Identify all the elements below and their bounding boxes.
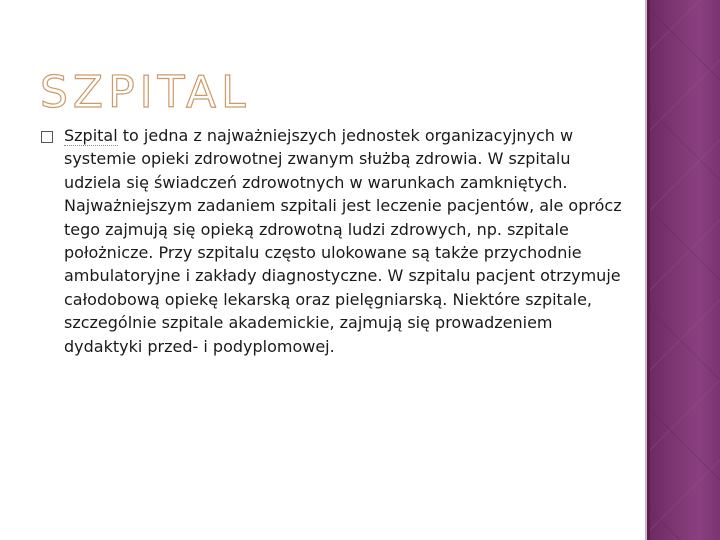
slide-title: SZPITAL [40, 67, 251, 118]
square-bullet-icon [41, 131, 53, 143]
bullet-paragraph [64, 124, 630, 358]
bullet-item [40, 124, 630, 358]
bullet-lead-term: Szpital [64, 126, 118, 145]
decorative-side-band [645, 0, 720, 540]
slide-content [40, 124, 630, 358]
bullet-text: to jedna z najważniejszych jednostek organizacyjnych w systemie opieki zdrowotnej zwanym służbą zdrowia. W szpitalu udziela się świadczeń zdrowotnych w warunkach zamkniętych. Najważniejszym zadaniem szpitali jest leczenie pacjentów, ale oprócz tego zajmują się opieką zdrowotną ludzi zdrowych, np. szpitale położnicze. Przy szpitalu często ulokowane są także przychodnie ambulatoryjne i zakłady diagnostyczne. W szpitalu pacjent otrzymuje całodobową opiekę lekarską oraz pielęgniarską. Niektóre szpitale, szczególnie szpitale akademickie, zajmują się prowadzeniem dydaktyki przed- i podyplomowej. [64, 126, 622, 356]
band-diagonal-pattern [650, 0, 720, 540]
